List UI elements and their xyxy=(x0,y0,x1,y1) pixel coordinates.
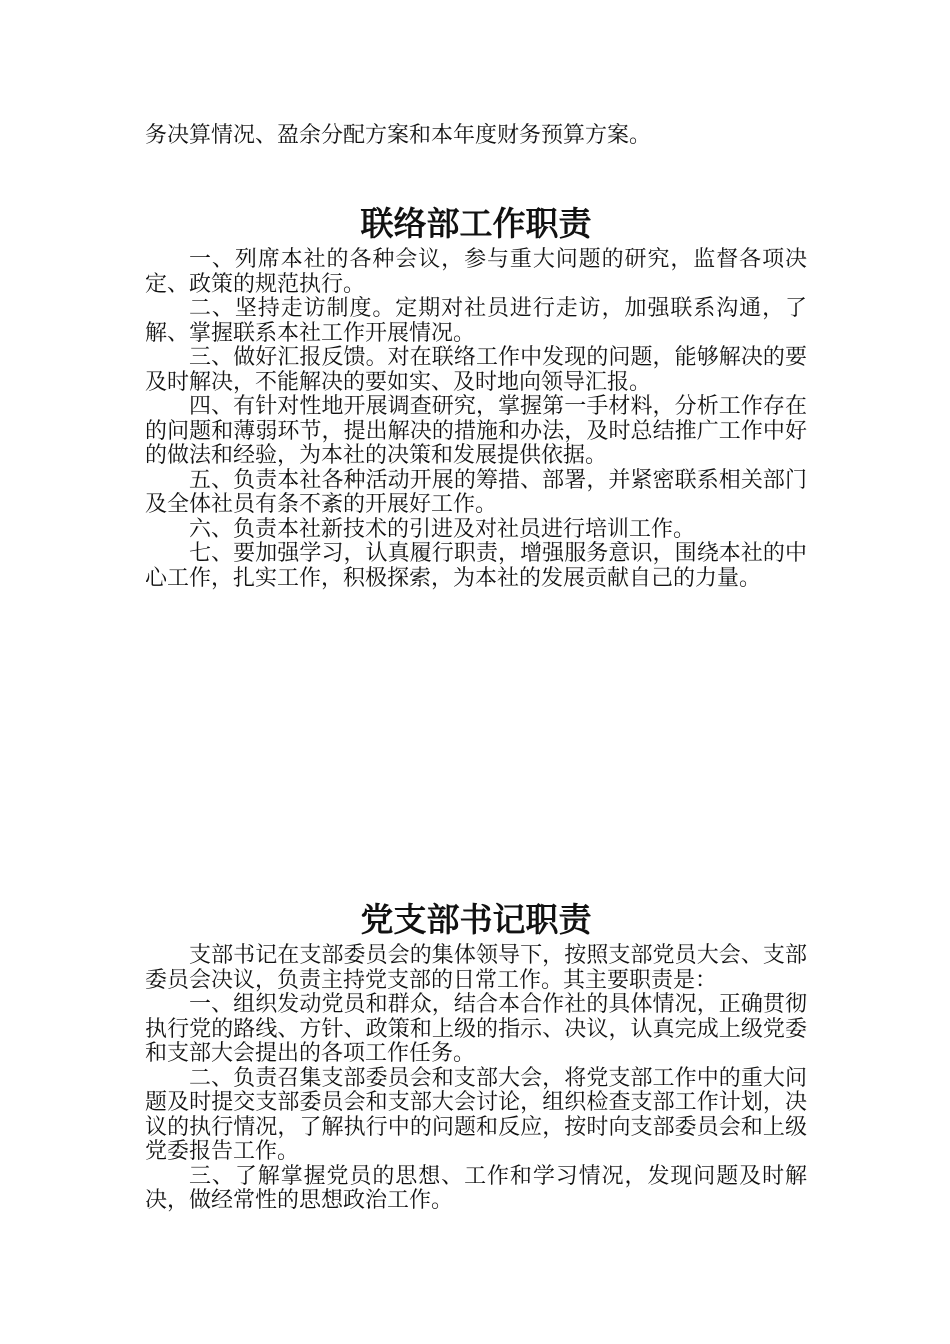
liaison-duty-1: 一、列席本社的各种会议，参与重大问题的研究，监督各项决定、政策的规范执行。 xyxy=(145,247,807,297)
liaison-duty-3: 三、做好汇报反馈。对在联络工作中发现的问题，能够解决的要及时解决，不能解决的要如实、及时地向领导汇报。 xyxy=(145,345,807,395)
liaison-duty-6: 六、负责本社新技术的引进及对社员进行培训工作。 xyxy=(189,516,696,542)
party-secretary-duty-1: 一、组织发动党员和群众，结合本合作社的具体情况，正确贯彻执行党的路线、方针、政策和上级的指示、决议，认真完成上级党委和支部大会提出的各项工作任务。 xyxy=(145,992,807,1066)
liaison-section-body xyxy=(145,248,807,591)
party-secretary-section xyxy=(145,900,807,1214)
party-secretary-section-title: 党支部书记职责 xyxy=(360,900,592,939)
liaison-duty-2: 二、坚持走访制度。定期对社员进行走访，加强联系沟通，了解、掌握联系本社工作开展情况。 xyxy=(145,296,807,346)
party-secretary-duty-2: 二、负责召集支部委员会和支部大会，将党支部工作中的重大问题及时提交支部委员会和支部大会讨论，组织检查支部工作计划，决议的执行情况，了解执行中的问题和反应，按时向支部委员会和上级党委报告工作。 xyxy=(145,1065,807,1164)
party-secretary-duty-3: 三、了解掌握党员的思想、工作和学习情况，发现问题及时解决，做经常性的思想政治工作。 xyxy=(145,1163,807,1213)
liaison-section-title: 联络部工作职责 xyxy=(360,204,592,243)
party-secretary-section-body xyxy=(145,944,807,1214)
liaison-section xyxy=(145,204,807,591)
liaison-duty-7: 七、要加强学习，认真履行职责，增强服务意识，围绕本社的中心工作，扎实工作，积极探索，为本社的发展贡献自己的力量。 xyxy=(145,541,807,591)
party-secretary-intro: 支部书记在支部委员会的集体领导下，按照支部党员大会、支部委员会决议，负责主持党支部的日常工作。其主要职责是： xyxy=(145,943,807,993)
carryover-paragraph: 务决算情况、盈余分配方案和本年度财务预算方案。 xyxy=(145,123,652,148)
liaison-duty-5: 五、负责本社各种活动开展的筹措、部署，并紧密联系相关部门及全体社员有条不紊的开展好工作。 xyxy=(145,467,807,517)
liaison-duty-4: 四、有针对性地开展调查研究，掌握第一手材料，分析工作存在的问题和薄弱环节，提出解决的措施和办法，及时总结推广工作中好的做法和经验，为本社的决策和发展提供依据。 xyxy=(145,394,807,468)
